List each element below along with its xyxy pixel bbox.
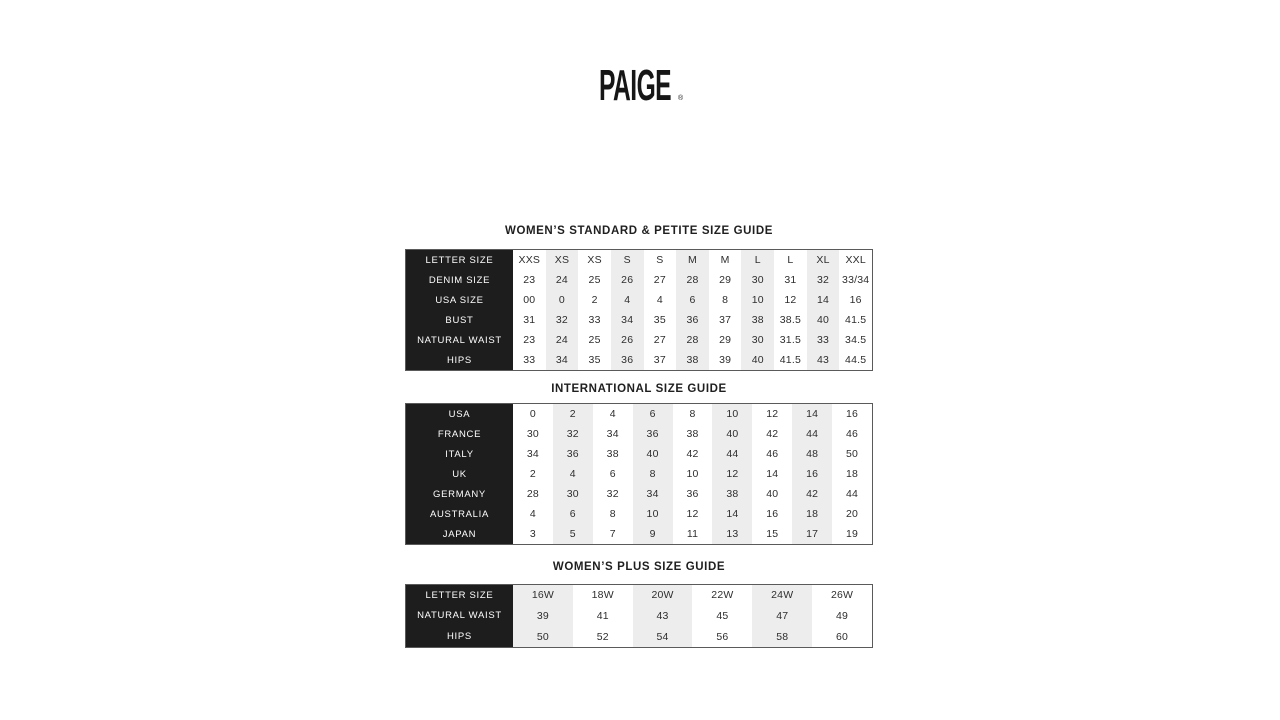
size-value-cell: 35 <box>578 350 611 370</box>
size-value-cell: 2 <box>578 290 611 310</box>
size-value-cell: XL <box>807 250 840 270</box>
size-value-cell: 41.5 <box>774 350 807 370</box>
size-value-cell: 48 <box>792 444 832 464</box>
registered-trademark-icon: ® <box>678 95 684 102</box>
size-value-cell: 8 <box>709 290 742 310</box>
size-value-cell: 36 <box>676 310 709 330</box>
size-value-cell: 34 <box>546 350 579 370</box>
size-value-cell: 12 <box>752 404 792 424</box>
size-value-cell: 50 <box>513 626 573 647</box>
size-value-cell: 12 <box>712 464 752 484</box>
size-value-cell: 6 <box>553 504 593 524</box>
size-value-cell: 34 <box>513 444 553 464</box>
size-value-cell: 4 <box>611 290 644 310</box>
size-value-cell: 58 <box>752 626 812 647</box>
size-value-cell: 4 <box>513 504 553 524</box>
size-value-cell: S <box>644 250 677 270</box>
size-value-cell: 37 <box>709 310 742 330</box>
size-value-cell: 0 <box>513 404 553 424</box>
row-label-cell: NATURAL WAIST <box>406 330 513 350</box>
size-value-cell: XS <box>546 250 579 270</box>
size-value-cell: 34 <box>611 310 644 330</box>
row-label-cell: ITALY <box>406 444 513 464</box>
size-value-cell: 16 <box>839 290 872 310</box>
size-value-cell: 26W <box>812 585 872 606</box>
size-value-cell: 18 <box>832 464 872 484</box>
standard-petite-size-guide-title: WOMEN’S STANDARD & PETITE SIZE GUIDE <box>504 225 773 237</box>
size-value-cell: 54 <box>633 626 693 647</box>
size-value-cell: 43 <box>807 350 840 370</box>
size-value-cell: 31 <box>513 310 546 330</box>
size-value-cell: 40 <box>633 444 673 464</box>
size-value-cell: 6 <box>676 290 709 310</box>
size-value-cell: 30 <box>553 484 593 504</box>
size-value-cell: 26 <box>611 330 644 350</box>
size-value-cell: 6 <box>633 404 673 424</box>
paige-logo <box>599 61 728 110</box>
size-value-cell: M <box>709 250 742 270</box>
size-value-cell: 13 <box>712 524 752 544</box>
size-value-cell: 41.5 <box>839 310 872 330</box>
size-value-cell: 16 <box>752 504 792 524</box>
size-value-cell: 38 <box>593 444 633 464</box>
size-value-cell: 20W <box>633 585 693 606</box>
size-value-cell: 32 <box>553 424 593 444</box>
international-size-guide-title: INTERNATIONAL SIZE GUIDE <box>551 383 727 395</box>
size-value-cell: 40 <box>752 484 792 504</box>
size-value-cell: 25 <box>578 330 611 350</box>
row-label-cell: FRANCE <box>406 424 513 444</box>
size-value-cell: XXL <box>839 250 872 270</box>
size-value-cell: 56 <box>692 626 752 647</box>
plus-size-table <box>405 584 873 648</box>
size-value-cell: 33 <box>578 310 611 330</box>
size-value-cell: 3 <box>513 524 553 544</box>
row-label-cell: BUST <box>406 310 513 330</box>
size-value-cell: 23 <box>513 330 546 350</box>
size-value-cell: 38.5 <box>774 310 807 330</box>
size-value-cell: 16 <box>792 464 832 484</box>
size-value-cell: 46 <box>752 444 792 464</box>
size-value-cell: 30 <box>741 330 774 350</box>
size-value-cell: 28 <box>676 270 709 290</box>
size-value-cell: 12 <box>774 290 807 310</box>
size-value-cell: 46 <box>832 424 872 444</box>
size-value-cell: 44 <box>832 484 872 504</box>
row-label-cell: LETTER SIZE <box>406 250 513 270</box>
size-value-cell: 45 <box>692 606 752 627</box>
size-value-cell: 26 <box>611 270 644 290</box>
size-value-cell: 44.5 <box>839 350 872 370</box>
size-value-cell: 31.5 <box>774 330 807 350</box>
size-value-cell: 8 <box>593 504 633 524</box>
size-value-cell: L <box>741 250 774 270</box>
size-value-cell: 5 <box>553 524 593 544</box>
size-value-cell: 10 <box>712 404 752 424</box>
size-value-cell: 2 <box>513 464 553 484</box>
size-value-cell: 40 <box>712 424 752 444</box>
size-value-cell: 10 <box>673 464 713 484</box>
size-value-cell: 38 <box>741 310 774 330</box>
size-value-cell: 20 <box>832 504 872 524</box>
row-label-cell: AUSTRALIA <box>406 504 513 524</box>
row-label-cell: LETTER SIZE <box>406 585 513 606</box>
size-value-cell: 27 <box>644 330 677 350</box>
size-value-cell: 22W <box>692 585 752 606</box>
size-value-cell: 37 <box>644 350 677 370</box>
size-value-cell: 40 <box>741 350 774 370</box>
size-value-cell: 50 <box>832 444 872 464</box>
size-value-cell: 38 <box>712 484 752 504</box>
size-value-cell: 42 <box>673 444 713 464</box>
size-value-cell: 33 <box>807 330 840 350</box>
size-value-cell: 0 <box>546 290 579 310</box>
size-value-cell: 30 <box>741 270 774 290</box>
size-value-cell: 31 <box>774 270 807 290</box>
standard-petite-size-table <box>405 249 873 371</box>
size-value-cell: 24 <box>546 270 579 290</box>
size-value-cell: 36 <box>553 444 593 464</box>
size-value-cell: 10 <box>633 504 673 524</box>
size-value-cell: 24 <box>546 330 579 350</box>
size-value-cell: 10 <box>741 290 774 310</box>
size-value-cell: 8 <box>673 404 713 424</box>
size-value-cell: 40 <box>807 310 840 330</box>
size-value-cell: 16 <box>832 404 872 424</box>
size-value-cell: 00 <box>513 290 546 310</box>
size-value-cell: 32 <box>546 310 579 330</box>
size-value-cell: 34 <box>593 424 633 444</box>
size-value-cell: 19 <box>832 524 872 544</box>
size-value-cell: 52 <box>573 626 633 647</box>
size-value-cell: 38 <box>673 424 713 444</box>
size-value-cell: 33 <box>513 350 546 370</box>
size-value-cell: 36 <box>633 424 673 444</box>
size-value-cell: 9 <box>633 524 673 544</box>
row-label-cell: USA <box>406 404 513 424</box>
size-value-cell: 32 <box>807 270 840 290</box>
size-value-cell: 35 <box>644 310 677 330</box>
paige-logo-text: PAIGE <box>599 61 672 110</box>
size-value-cell: 43 <box>633 606 693 627</box>
size-value-cell: XXS <box>513 250 546 270</box>
size-value-cell: 42 <box>792 484 832 504</box>
size-value-cell: 14 <box>712 504 752 524</box>
size-value-cell: 16W <box>513 585 573 606</box>
international-size-table <box>405 403 873 545</box>
size-value-cell: 18 <box>792 504 832 524</box>
size-value-cell: S <box>611 250 644 270</box>
size-value-cell: 4 <box>593 404 633 424</box>
size-value-cell: M <box>676 250 709 270</box>
size-value-cell: 44 <box>712 444 752 464</box>
size-value-cell: 17 <box>792 524 832 544</box>
size-value-cell: 38 <box>676 350 709 370</box>
size-value-cell: 14 <box>792 404 832 424</box>
size-value-cell: 39 <box>709 350 742 370</box>
row-label-cell: UK <box>406 464 513 484</box>
size-value-cell: 60 <box>812 626 872 647</box>
size-value-cell: 2 <box>553 404 593 424</box>
size-value-cell: 14 <box>807 290 840 310</box>
size-value-cell: 30 <box>513 424 553 444</box>
size-value-cell: 36 <box>611 350 644 370</box>
row-label-cell: HIPS <box>406 626 513 647</box>
plus-size-guide-title: WOMEN’S PLUS SIZE GUIDE <box>552 561 726 573</box>
size-value-cell: 33/34 <box>839 270 872 290</box>
size-value-cell: 4 <box>644 290 677 310</box>
row-label-cell: HIPS <box>406 350 513 370</box>
row-label-cell: GERMANY <box>406 484 513 504</box>
size-value-cell: 14 <box>752 464 792 484</box>
size-value-cell: 34.5 <box>839 330 872 350</box>
size-value-cell: 49 <box>812 606 872 627</box>
size-value-cell: 39 <box>513 606 573 627</box>
size-value-cell: 29 <box>709 330 742 350</box>
size-value-cell: L <box>774 250 807 270</box>
size-value-cell: 6 <box>593 464 633 484</box>
row-label-cell: JAPAN <box>406 524 513 544</box>
size-value-cell: 28 <box>513 484 553 504</box>
size-value-cell: 25 <box>578 270 611 290</box>
size-value-cell: 4 <box>553 464 593 484</box>
size-value-cell: 15 <box>752 524 792 544</box>
size-value-cell: 7 <box>593 524 633 544</box>
size-value-cell: 11 <box>673 524 713 544</box>
size-value-cell: 36 <box>673 484 713 504</box>
size-value-cell: 42 <box>752 424 792 444</box>
size-value-cell: 29 <box>709 270 742 290</box>
size-value-cell: XS <box>578 250 611 270</box>
size-value-cell: 28 <box>676 330 709 350</box>
size-value-cell: 41 <box>573 606 633 627</box>
row-label-cell: NATURAL WAIST <box>406 606 513 627</box>
size-value-cell: 8 <box>633 464 673 484</box>
size-value-cell: 18W <box>573 585 633 606</box>
size-value-cell: 12 <box>673 504 713 524</box>
size-value-cell: 47 <box>752 606 812 627</box>
size-value-cell: 27 <box>644 270 677 290</box>
row-label-cell: USA SIZE <box>406 290 513 310</box>
size-value-cell: 32 <box>593 484 633 504</box>
size-value-cell: 23 <box>513 270 546 290</box>
size-value-cell: 44 <box>792 424 832 444</box>
size-value-cell: 34 <box>633 484 673 504</box>
row-label-cell: DENIM SIZE <box>406 270 513 290</box>
size-value-cell: 24W <box>752 585 812 606</box>
